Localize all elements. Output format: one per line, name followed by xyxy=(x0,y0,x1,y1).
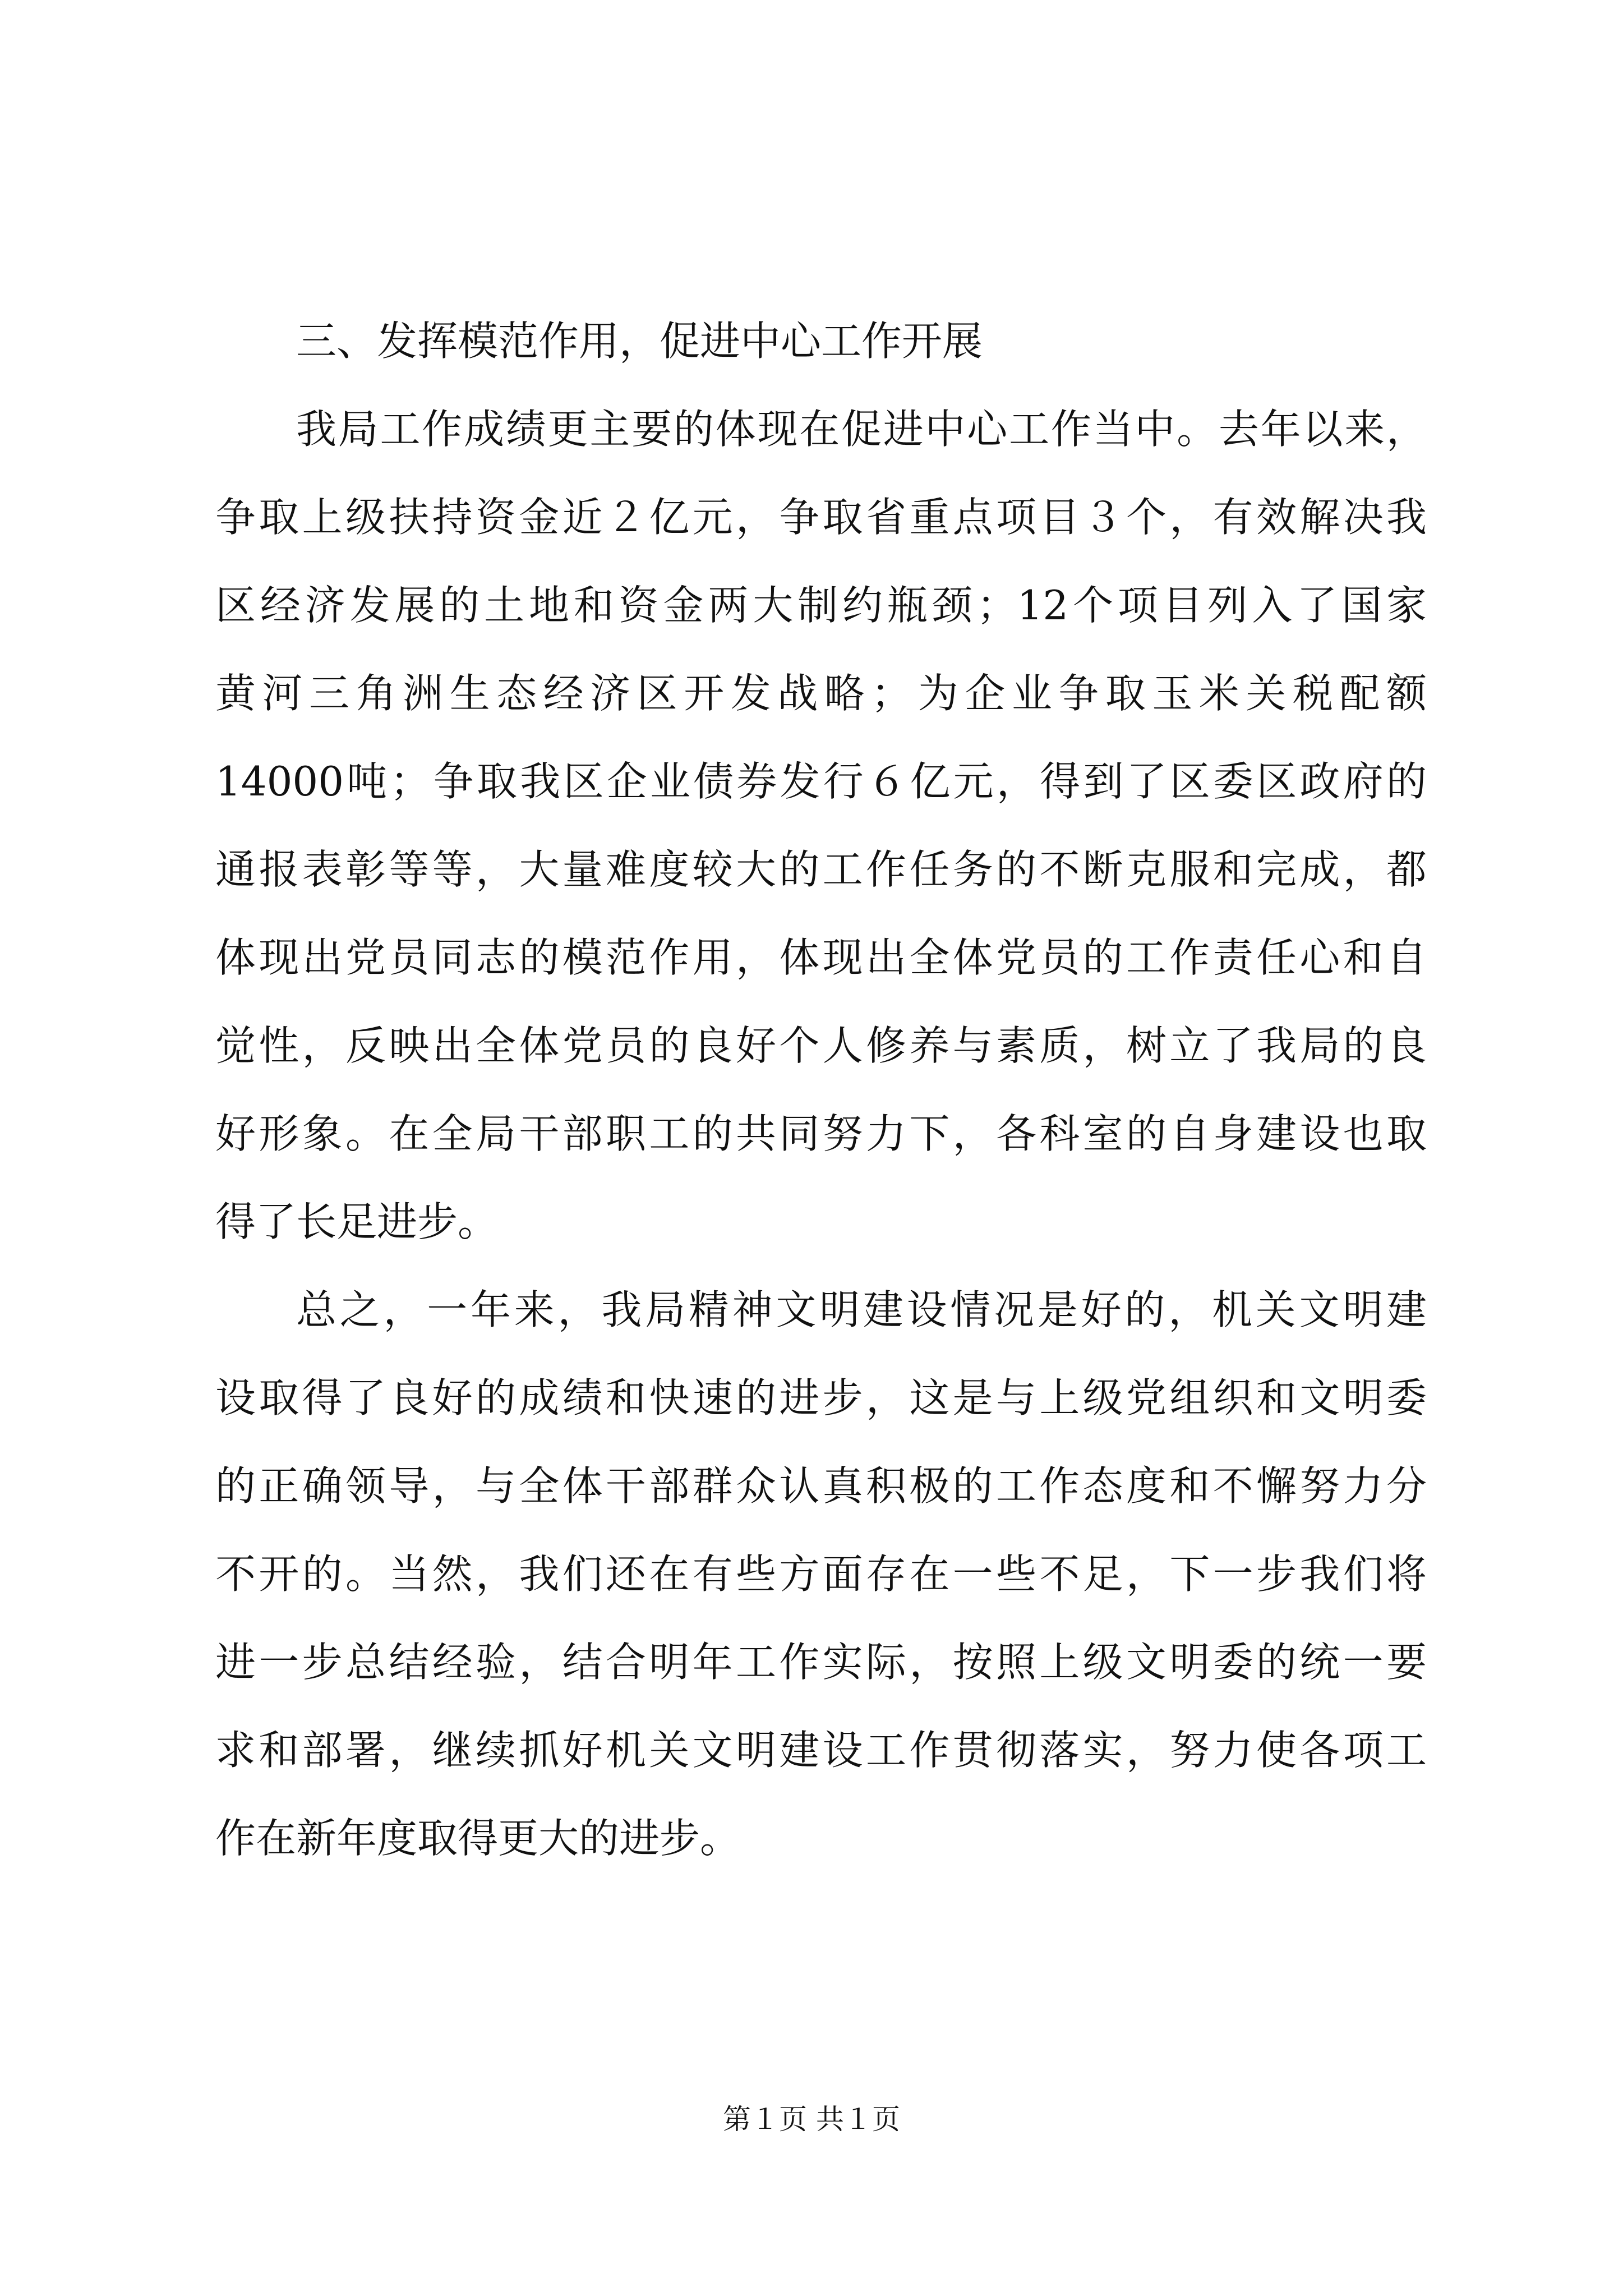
paragraph-line: 不开的。当然，我们还在有些方面存在一些不足，下一步我们将 xyxy=(215,1550,1427,1598)
paragraph-line: 黄河三角洲生态经济区开发战略；为企业争取玉米关税配额 xyxy=(215,670,1427,717)
paragraph-line: 区经济发展的土地和资金两大制约瓶颈；12个项目列入了国家 xyxy=(215,582,1427,629)
paragraph-line: 通报表彰等等，大量难度较大的工作任务的不断克服和完成，都 xyxy=(215,846,1427,893)
paragraph-line: 进一步总结经验，结合明年工作实际，按照上级文明委的统一要 xyxy=(215,1639,1427,1686)
paragraph-line: 的正确领导，与全体干部群众认真积极的工作态度和不懈努力分 xyxy=(215,1462,1427,1510)
paragraph-line: 求和部署，继续抓好机关文明建设工作贯彻落实，努力使各项工 xyxy=(215,1727,1427,1774)
paragraph-line: 体现出党员同志的模范作用，体现出全体党员的工作责任心和自 xyxy=(215,934,1427,981)
paragraph-line: 设取得了良好的成绩和快速的进步，这是与上级党组织和文明委 xyxy=(215,1374,1427,1421)
paragraph-line: 争取上级扶持资金近２亿元，争取省重点项目３个，有效解决我 xyxy=(215,494,1427,541)
section-heading: 三、发挥模范作用，促进中心工作开展 xyxy=(296,318,983,365)
paragraph-2 xyxy=(215,1266,1427,1883)
paragraph-line: 我局工作成绩更主要的体现在促进中心工作当中。去年以来， xyxy=(296,406,1427,453)
paragraph-line: 总之，一年来，我局精神文明建设情况是好的，机关文明建 xyxy=(296,1286,1427,1333)
paragraph-line: 好形象。在全局干部职工的共同努力下，各科室的自身建设也取 xyxy=(215,1110,1427,1157)
paragraph-1 xyxy=(215,385,1427,1266)
paragraph-line: 觉性，反映出全体党员的良好个人修养与素质，树立了我局的良 xyxy=(215,1022,1427,1069)
paragraph-line: 得了长足进步。 xyxy=(215,1198,499,1245)
paragraph-line: 作在新年度取得更大的进步。 xyxy=(215,1815,741,1862)
document-body xyxy=(215,297,1427,1883)
page-number-footer: 第１页 共１页 xyxy=(723,2103,900,2136)
paragraph-line: 14000吨；争取我区企业债券发行６亿元，得到了区委区政府的 xyxy=(215,758,1427,805)
